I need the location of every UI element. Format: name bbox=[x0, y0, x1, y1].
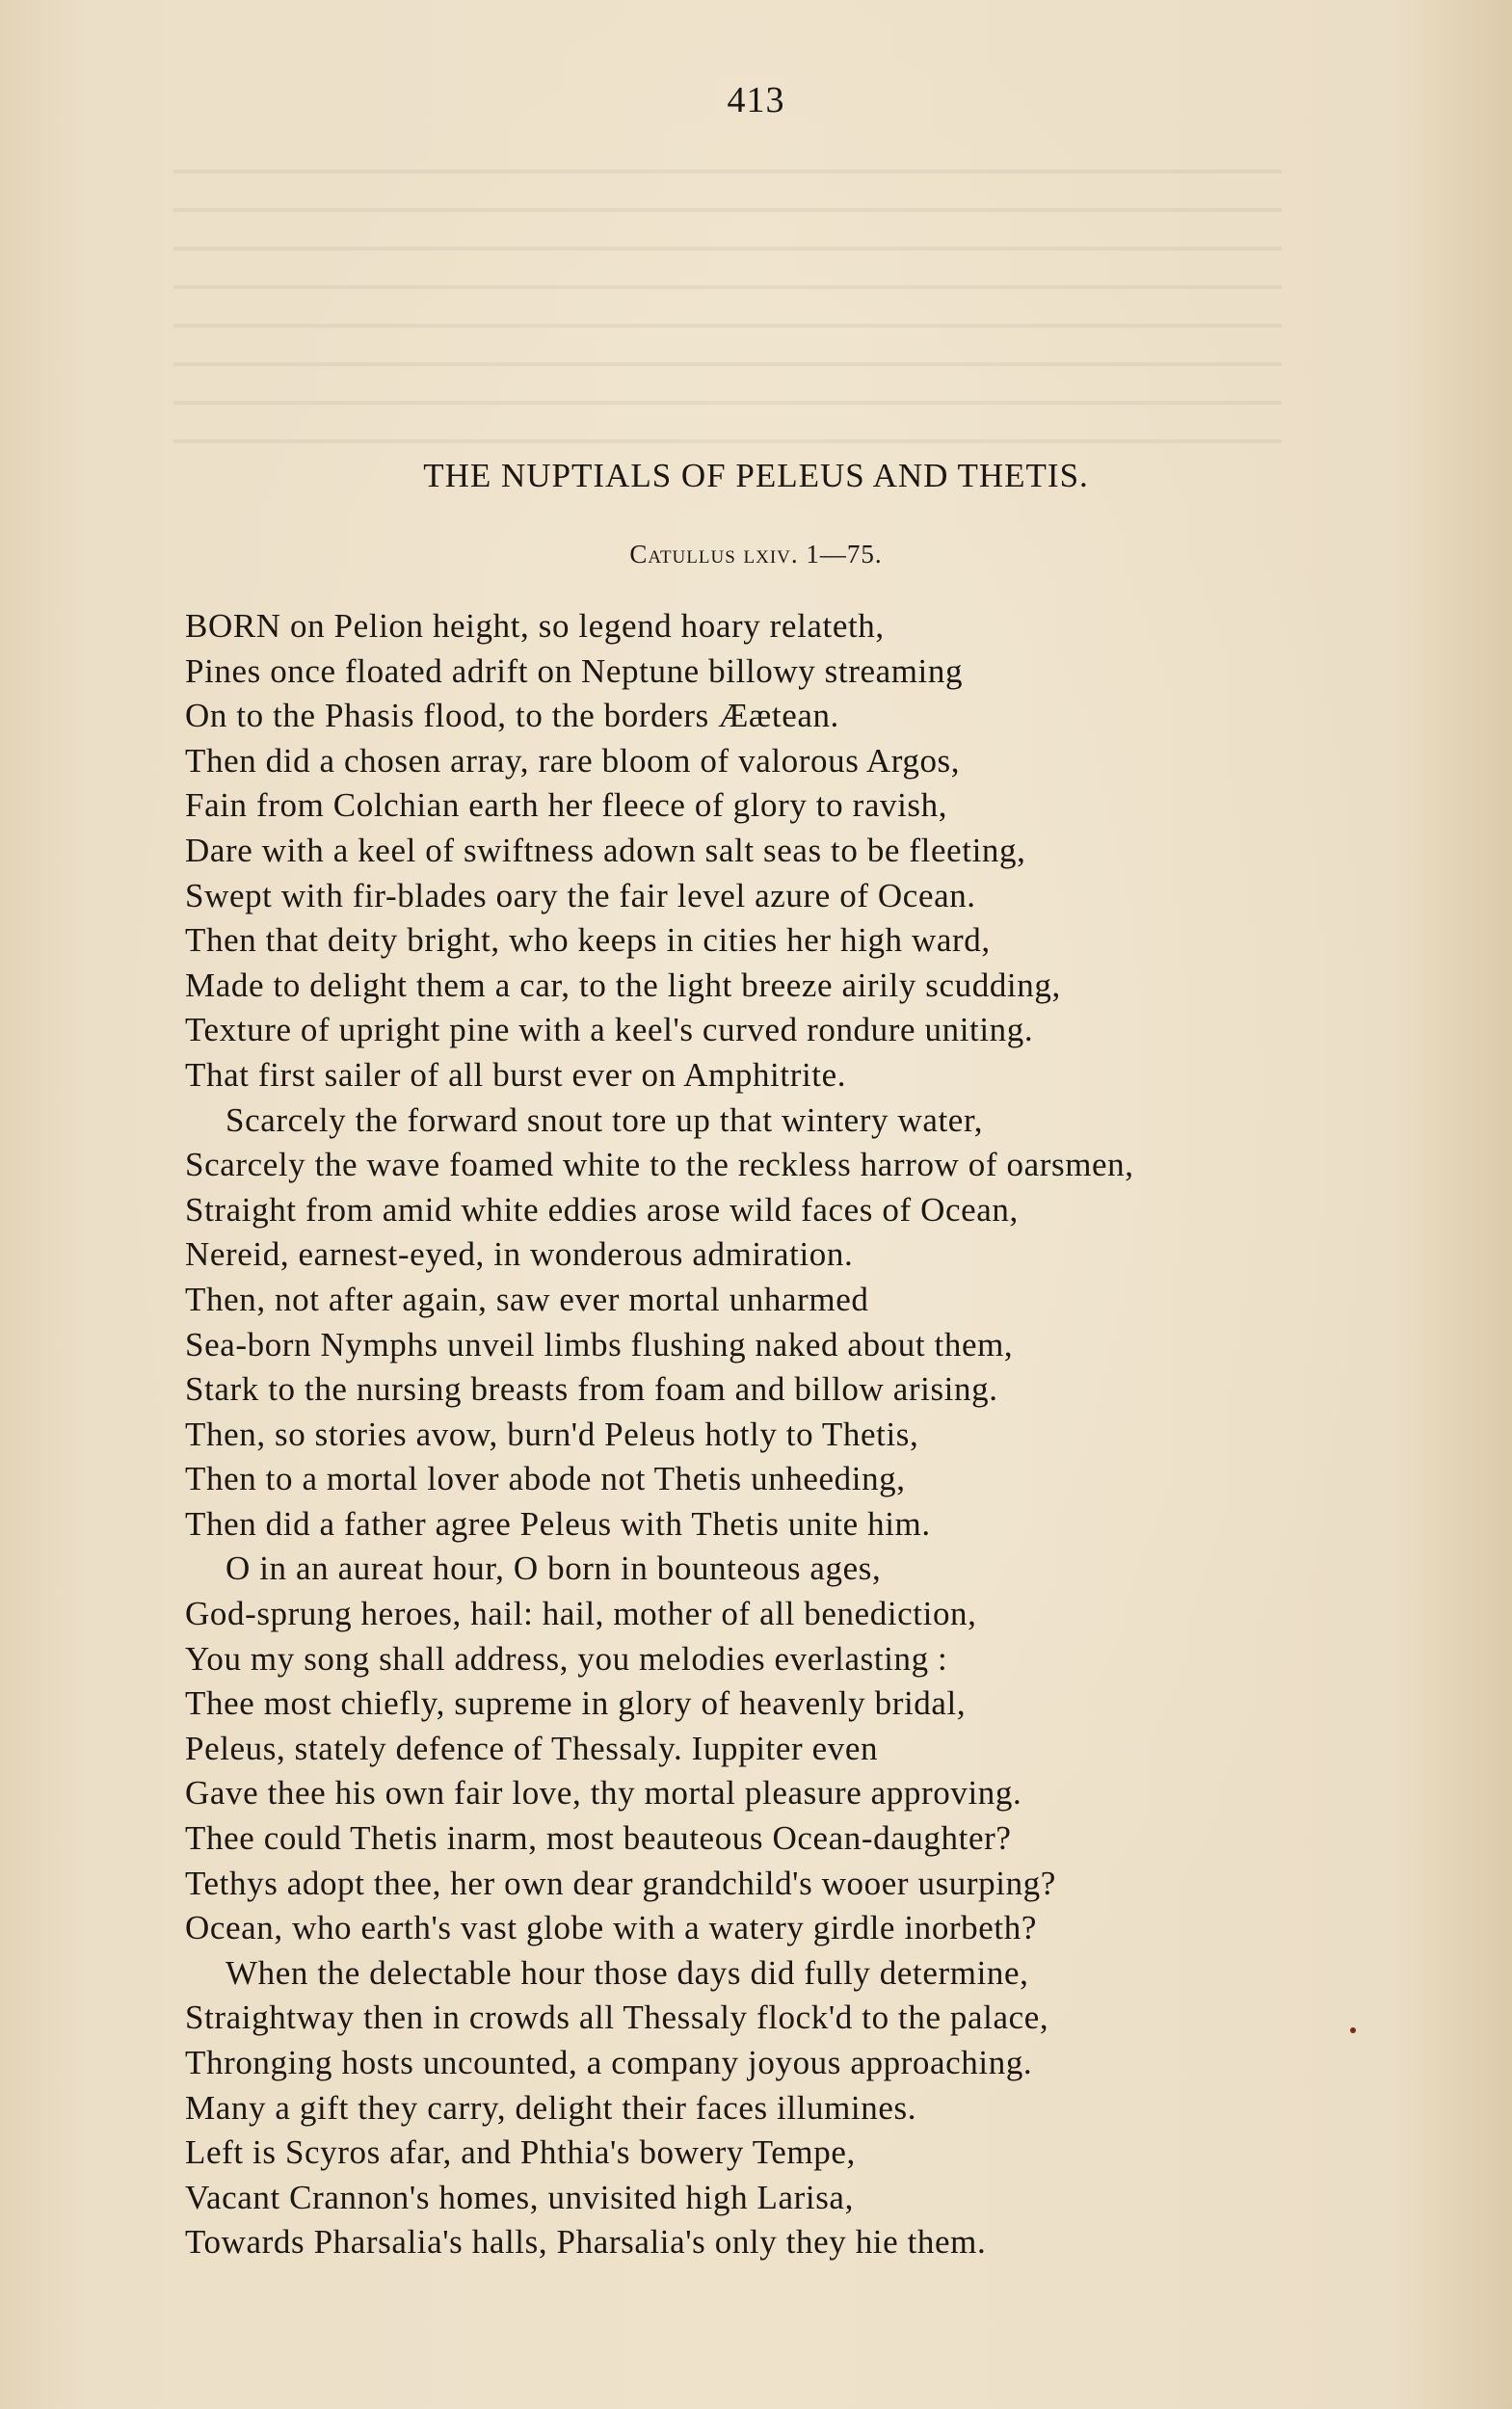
poem-body bbox=[185, 604, 1322, 2265]
poem-line: Thee could Thetis inarm, most beauteous Ocean-daughter? bbox=[185, 1819, 1012, 1858]
poem-line: Swept with fir-blades oary the fair level azure of Ocean. bbox=[185, 876, 976, 914]
poem-line: Made to delight them a car, to the light breeze airily scudding, bbox=[185, 966, 1061, 1004]
poem-line: Then did a father agree Peleus with Thetis unite him. bbox=[185, 1504, 931, 1543]
poem-line: Scarcely the forward snout tore up that wintery water, bbox=[225, 1100, 984, 1139]
poem-line: Pines once floated adrift on Neptune billowy streaming bbox=[185, 651, 964, 690]
poem-line: Then that deity bright, who keeps in cities her high ward, bbox=[185, 921, 991, 960]
poem-line: When the delectable hour those days did fully determine, bbox=[225, 1953, 1029, 1992]
poem-line: Scarcely the wave foamed white to the reckless harrow of oarsmen, bbox=[185, 1146, 1134, 1184]
poem-line: Fain from Colchian earth her fleece of glory to ravish, bbox=[185, 786, 948, 825]
poem-line: Texture of upright pine with a keel's curved rondure uniting. bbox=[185, 1011, 1034, 1049]
poem-line: Thronging hosts uncounted, a company joyous approaching. bbox=[185, 2044, 1033, 2081]
poem-line: Gave thee his own fair love, thy mortal pleasure approving. bbox=[185, 1774, 1022, 1813]
poem-line: Then, so stories avow, burn'd Peleus hotly to Thetis, bbox=[185, 1415, 919, 1453]
show-through-text bbox=[173, 135, 1282, 453]
poem-line: God-sprung heroes, hail: hail, mother of all benediction, bbox=[185, 1595, 977, 1633]
poem-line: Then to a mortal lover abode not Thetis unheeding, bbox=[185, 1460, 906, 1498]
poem-line: Sea-born Nymphs unveil limbs flushing naked about them, bbox=[185, 1325, 1014, 1363]
ink-spot bbox=[1350, 2027, 1356, 2033]
poem-line: Dare with a keel of swiftness adown salt seas to be fleeting, bbox=[185, 831, 1026, 869]
poem-line: Towards Pharsalia's halls, Pharsalia's only they hie them. bbox=[185, 2223, 987, 2262]
poem-line: Left is Scyros afar, and Phthia's bowery Tempe, bbox=[185, 2133, 856, 2172]
poem-line: That first sailer of all burst ever on Amphitrite. bbox=[185, 1055, 847, 1094]
poem-line: Peleus, stately defence of Thessaly. Iuppiter even bbox=[185, 1729, 879, 1767]
poem-line: On to the Phasis flood, to the borders Æætean. bbox=[185, 697, 839, 735]
poem-line: Then, not after again, saw ever mortal unharmed bbox=[185, 1280, 869, 1318]
poem-line: BORN on Pelion height, so legend hoary relateth, bbox=[185, 607, 885, 645]
poem-line: Vacant Crannon's homes, unvisited high Larisa, bbox=[185, 2178, 854, 2216]
poem-line: Thee most chiefly, supreme in glory of heavenly bridal, bbox=[185, 1684, 967, 1723]
poem-line: Many a gift they carry, delight their faces illumines. bbox=[185, 2088, 917, 2127]
poem-source: Catullus lxiv. 1—75. bbox=[629, 540, 883, 569]
poem-line: You my song shall address, you melodies everlasting : bbox=[185, 1639, 948, 1678]
poem-title: THE NUPTIALS OF PELEUS AND THETIS. bbox=[423, 457, 1089, 494]
poem-line: Then did a chosen array, rare bloom of valorous Argos, bbox=[185, 741, 961, 780]
poem-line: Straightway then in crowds all Thessaly flock'd to the palace, bbox=[185, 1999, 1049, 2037]
poem-line: Tethys adopt thee, her own dear grandchild's wooer usurping? bbox=[185, 1864, 1056, 1902]
poem-line: O in an aureat hour, O born in bounteous ages, bbox=[225, 1549, 882, 1588]
page-number: 413 bbox=[727, 80, 785, 120]
poem-line: Nereid, earnest-eyed, in wonderous admiration. bbox=[185, 1235, 854, 1274]
poem-line: Stark to the nursing breasts from foam and billow arising. bbox=[185, 1370, 998, 1409]
poem-line: Straight from amid white eddies arose wild faces of Ocean, bbox=[185, 1190, 1019, 1229]
poem-line: Ocean, who earth's vast globe with a watery girdle inorbeth? bbox=[185, 1909, 1037, 1947]
